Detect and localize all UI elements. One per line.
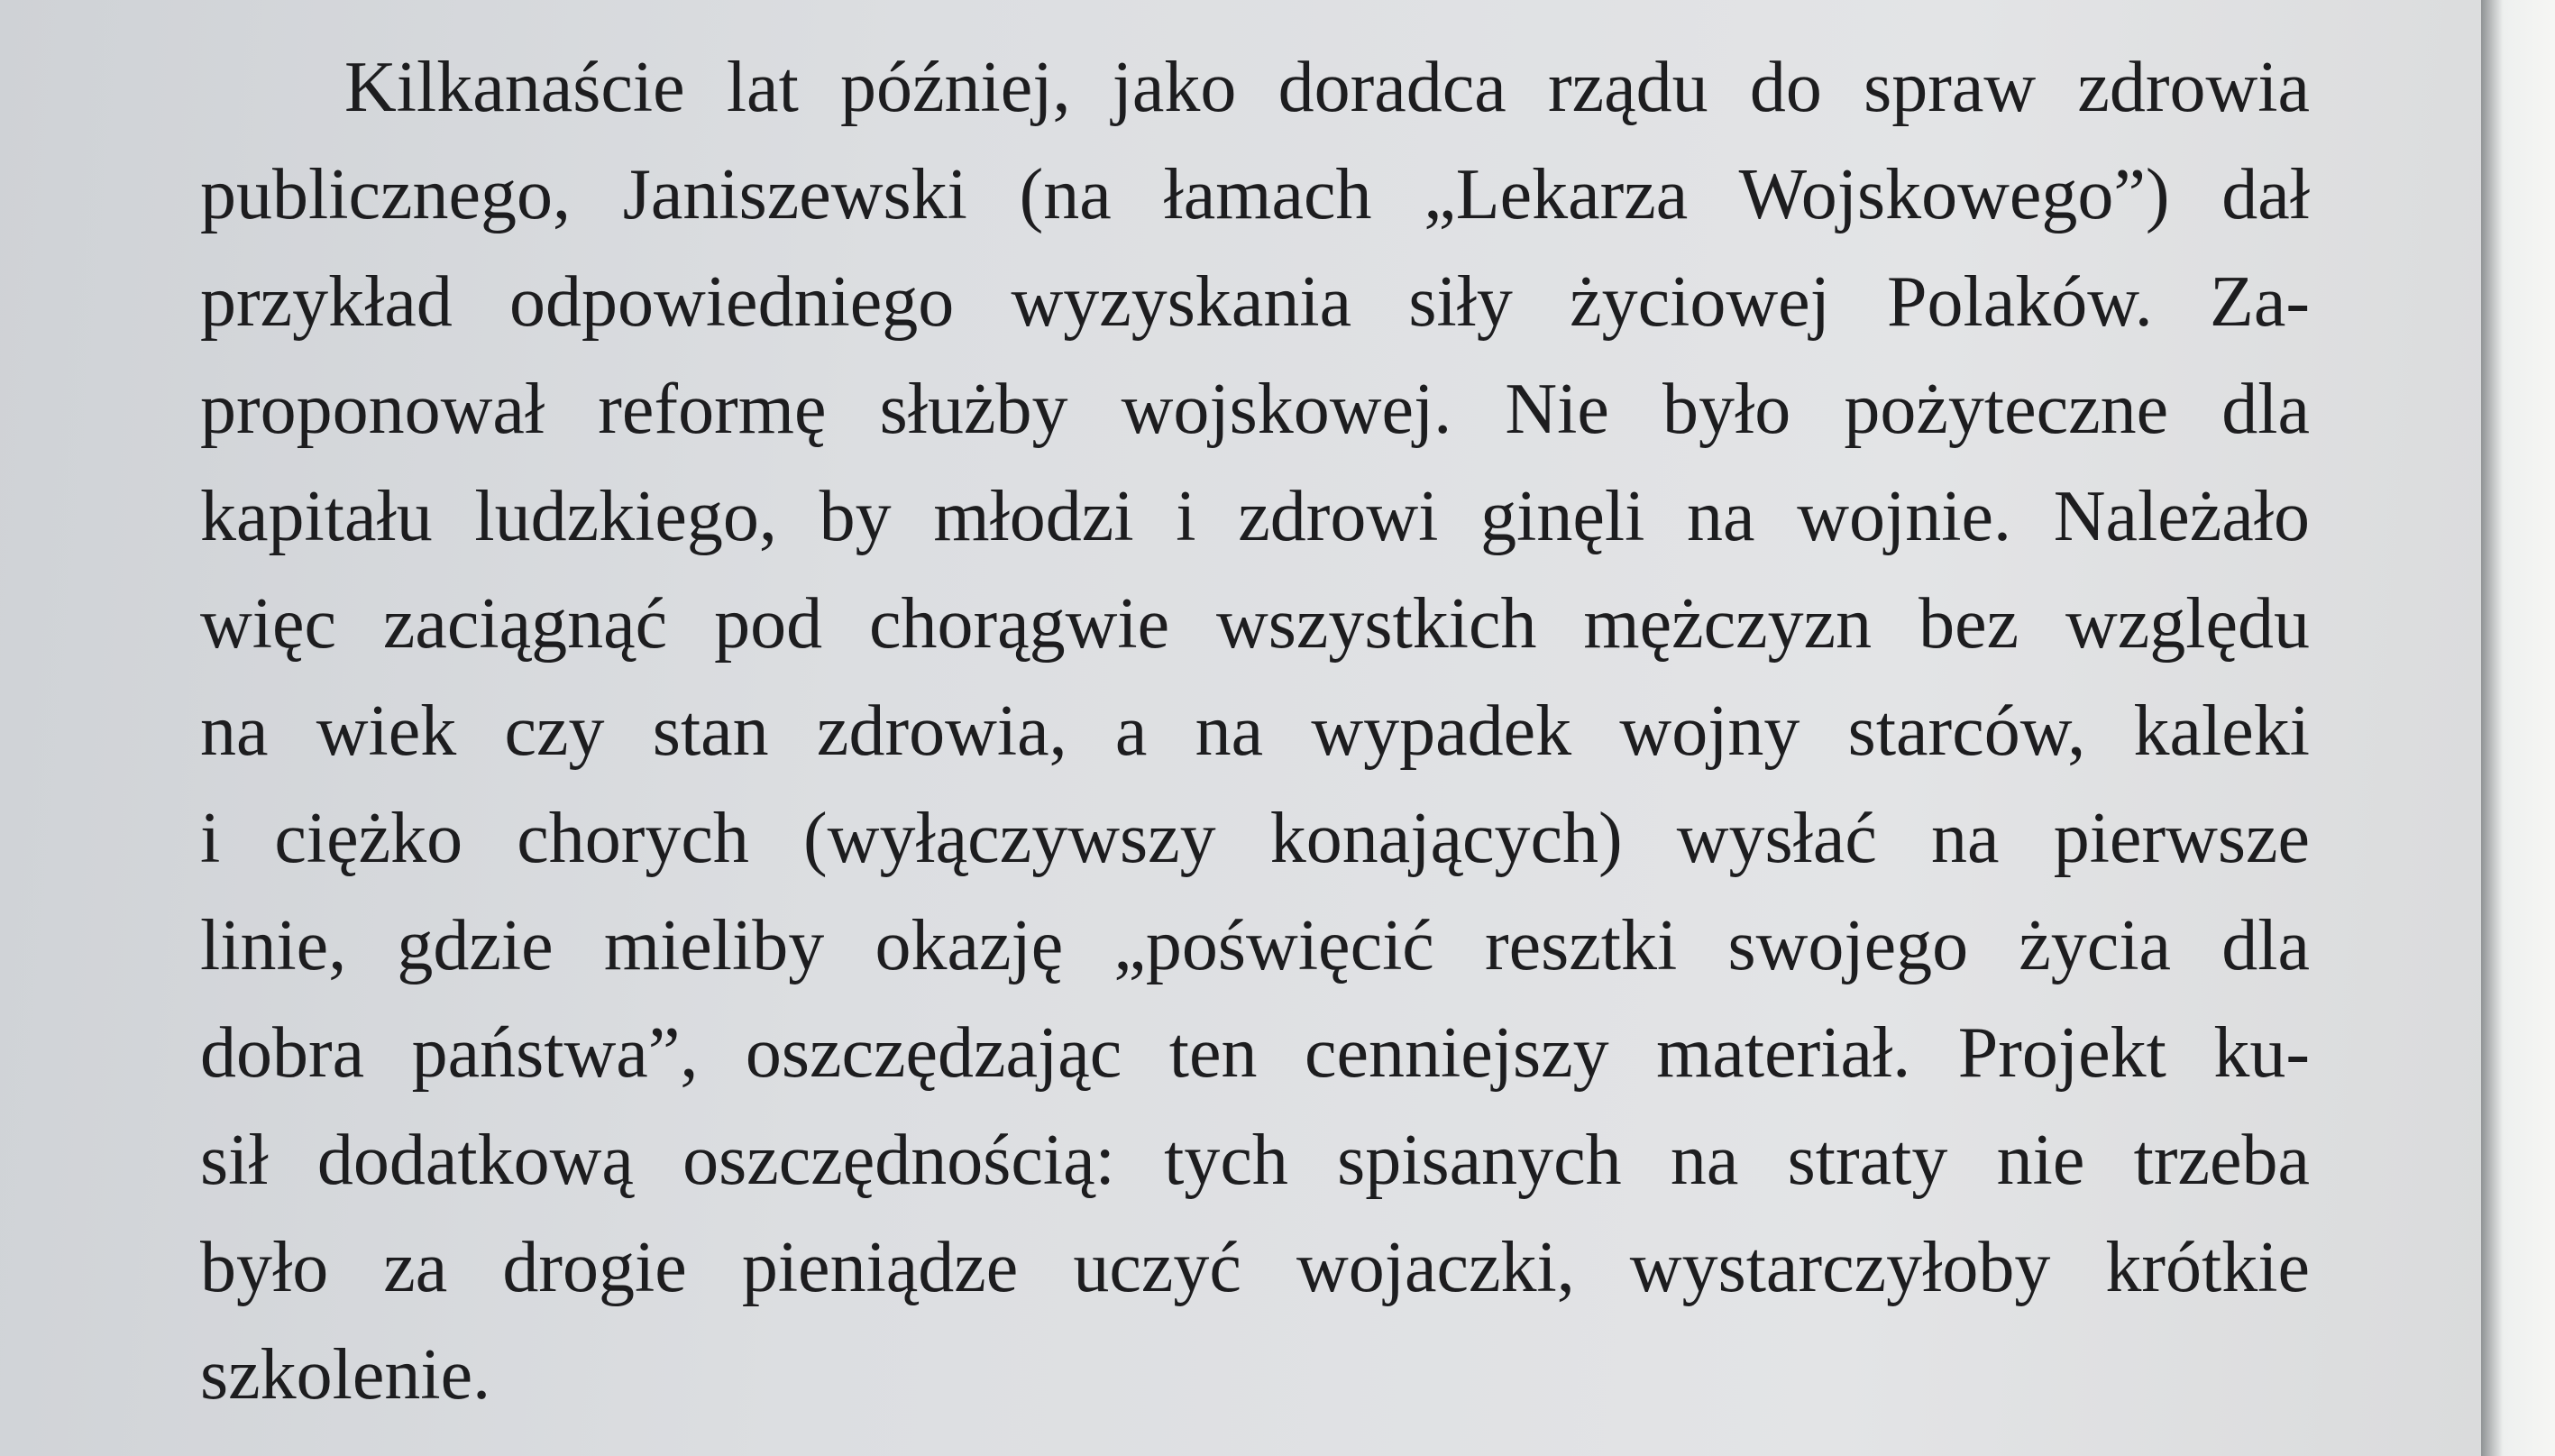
- paragraph-line: było za drogie pieniądze uczyć wojaczki, wystarczyłoby krótkie: [200, 1228, 2310, 1307]
- paragraph-line: publicznego, Janiszewski (na łamach „Lekarza Wojskowego”) dał: [200, 155, 2310, 234]
- paragraph-line: i ciężko chorych (wyłączywszy konających) wysłać na pierwsze: [200, 799, 2310, 878]
- cut-off-next-line: [343, 1423, 884, 1456]
- paragraph-line: linie, gdzie mieliby okazję „poświęcić resztki swojego życia dla: [200, 906, 2310, 985]
- paragraph-line: szkolenie.: [200, 1335, 491, 1415]
- paragraph-line: proponował reformę służby wojskowej. Nie było pożyteczne dla: [200, 370, 2310, 449]
- paragraph-line: przykład odpowiedniego wyzyskania siły życiowej Polaków. Za-: [200, 262, 2310, 342]
- paragraph-line: na wiek czy stan zdrowia, a na wypadek wojny starców, kaleki: [200, 691, 2310, 771]
- paragraph-line: więc zaciągnąć pod chorągwie wszystkich mężczyzn bez względu: [200, 584, 2310, 664]
- paragraph-line: Kilkanaście lat później, jako doradca rządu do spraw zdrowia: [344, 48, 2310, 127]
- paragraph-line: kapitału ludzkiego, by młodzi i zdrowi ginęli na wojnie. Należało: [200, 477, 2310, 556]
- paragraph-line: dobra państwa”, oszczędzając ten cenniejszy materiał. Projekt ku-: [200, 1013, 2310, 1093]
- paragraph: [200, 34, 2310, 1429]
- cut-off-previous-line: [505, 0, 2200, 11]
- page-edge: [2481, 0, 2555, 1456]
- paragraph-line: sił dodatkową oszczędnością: tych spisanych na straty nie trzeba: [200, 1121, 2310, 1200]
